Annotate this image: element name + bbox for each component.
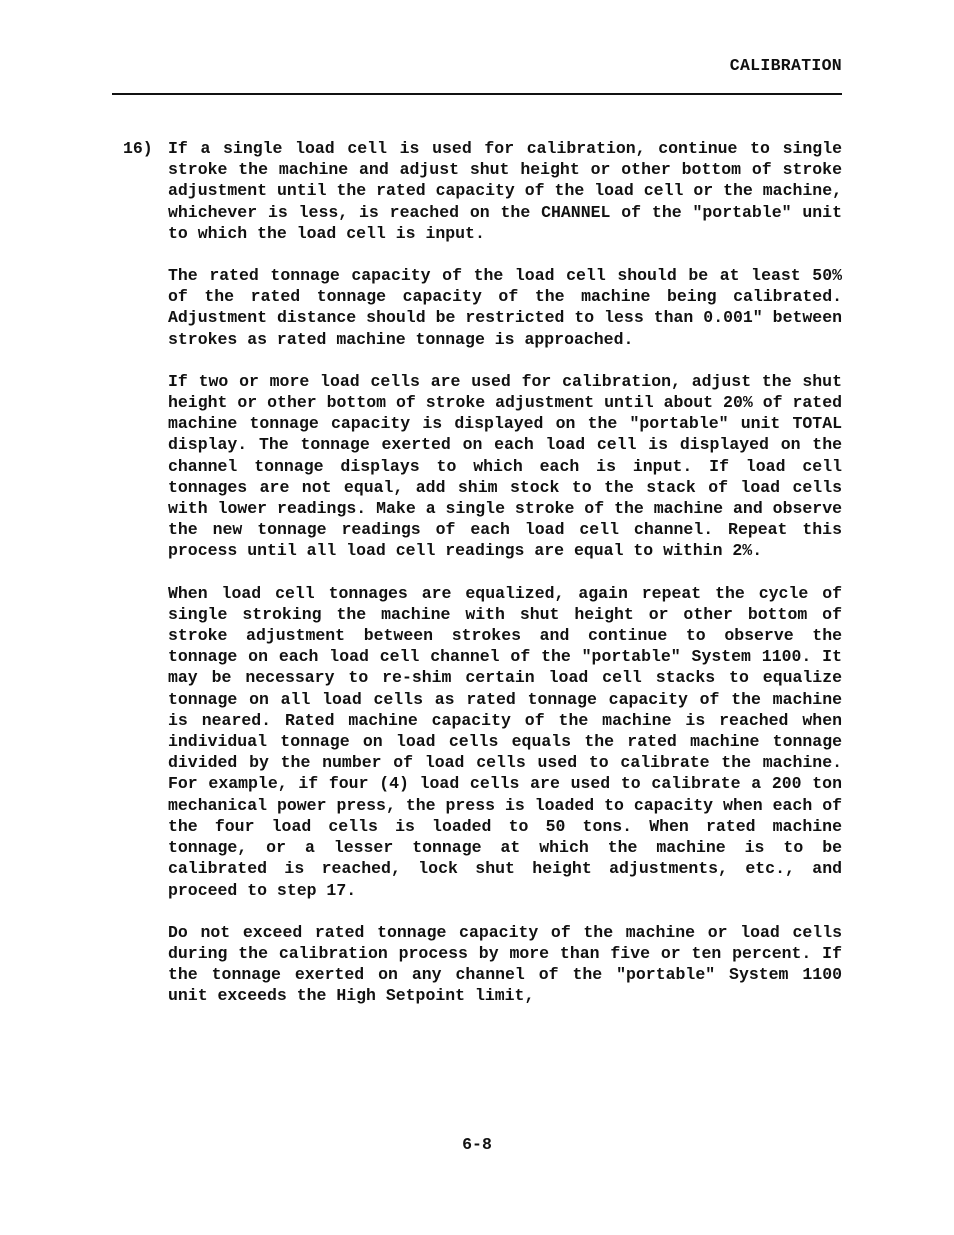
paragraph-2: The rated tonnage capacity of the load cell should be at least 50% of the rated tonnage capacity of the machine being calibrated. Adjustment distance should be restricted to less than 0.001" between strokes as rated machine tonnage is approached. bbox=[168, 266, 842, 349]
page-header: CALIBRATION bbox=[729, 56, 842, 75]
step-16 bbox=[112, 138, 842, 1007]
paragraph-5: Do not exceed rated tonnage capacity of the machine or load cells during the calibration process by more than five or ten percent. If the tonnage exerted on any channel of the "portable" System 1100 unit exceeds the High Setpoint limit, bbox=[168, 922, 842, 1006]
page-number: 6-8 bbox=[462, 1135, 492, 1154]
paragraph-4: When load cell tonnages are equalized, again repeat the cycle of single stroking the machine with shut height or other bottom of stroke adjustment between strokes and continue to observe the tonnage on each load cell channel of the "portable" System 1100. It may be necessary to re-shim certain load cell stacks to equalize tonnage on all load cells as rated tonnage capacity of the machine is neared. Rated machine capacity of the machine is reached when individual tonnage on load cells equals the rated machine tonnage divided by the number of load cells used to calibrate the machine. For example, if four (4) load cells are used to calibrate a 200 ton mechanical power press, the press is loaded to capacity when each of the four load cells is loaded to 50 tons. When rated machine tonnage, or a lesser tonnage at which the machine is to be calibrated is reached, lock shut height adjustments, etc., and proceed to step 17. bbox=[168, 583, 842, 900]
paragraph-3: If two or more load cells are used for calibration, adjust the shut height or other bottom of stroke adjustment until about 20% of rated machine tonnage capacity is displayed on the "portable" unit TOTAL display. The tonnage exerted on each load cell is displayed on the channel tonnage displays to which each is input. If load cell tonnages are not equal, add shim stock to the stack of load cells with lower readings. Make a single stroke of the machine and observe the new tonnage readings of each load cell channel. Repeat this process until all load cell readings are equal to within 2%. bbox=[168, 371, 842, 561]
header-rule bbox=[112, 93, 842, 95]
page-content bbox=[112, 138, 842, 1028]
paragraph-1: If a single load cell is used for calibration, continue to single stroke the machine and adjust shut height or other bottom of stroke adjustment until the rated capacity of the load cell or the machine, whichever is less, is reached on the CHANNEL of the "portable" unit to which the load cell is input. bbox=[168, 139, 842, 243]
step-number: 16) bbox=[123, 139, 153, 158]
